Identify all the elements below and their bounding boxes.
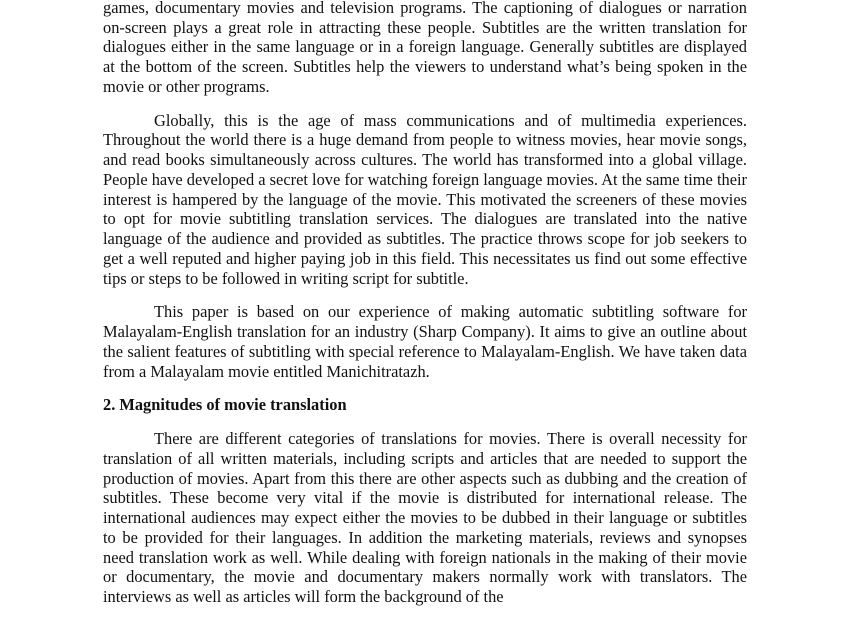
paragraph-globalization: Globally, this is the age of mass communications and of multimedia experiences. Throughout the world there is a huge demand from people to witness movies, hear movie songs, and read books simultaneously across cultures. The world has transformed into a global village. People have developed a secret love for watching foreign language movies. At the same time their interest is hampered by the language of the movie. This motivated the screeners of these movies to opt for movie subtitling translation services. The dialogues are translated into the native language of the audience and provided as subtitles. The practice throws scope for job seekers to get a well reputed and higher paying job in this field. This necessitates us find out some effective tips or steps to be followed in writing script for subtitle. xyxy=(103,110,747,288)
paragraph-subtitles-intro: games, documentary movies and television programs. The captioning of dialogues or narration on-screen plays a great role in attracting these people. Subtitles are the written translation for dialogues either in the same language or in a foreign language. Generally subtitles are displayed at the bottom of the screen. Subtitles help the viewers to understand what’s being spoken in the movie or other programs. xyxy=(103,0,747,96)
paragraph-translation-categories: There are different categories of translations for movies. There is overall necessity for translation of all written materials, including scripts and articles that are needed to support the production of movies. Apart from this there are other aspects such as dubbing and the creation of subtitles. These become very vital if the movie is distributed for international release. The international audiences may expect either the movies to be dubbed in their language or subtitles to be provided for their languages. In addition the marketing materials, reviews and synopses need translation work as well. While dealing with foreign nationals in the making of their movie or documentary, the movie and documentary makers normally work with translators. The interviews as well as articles will form the background of the xyxy=(103,429,747,606)
paragraph-paper-scope: This paper is based on our experience of making automatic subtitling software for Malayalam-English translation for an industry (Sharp Company). It aims to give an outline about the salient features of subtitling with special reference to Malayalam-English. We have taken data from a Malayalam movie entitled Manichitratazh. xyxy=(103,302,747,381)
document-page xyxy=(103,0,747,621)
section-heading: 2. Magnitudes of movie translation xyxy=(103,395,347,415)
